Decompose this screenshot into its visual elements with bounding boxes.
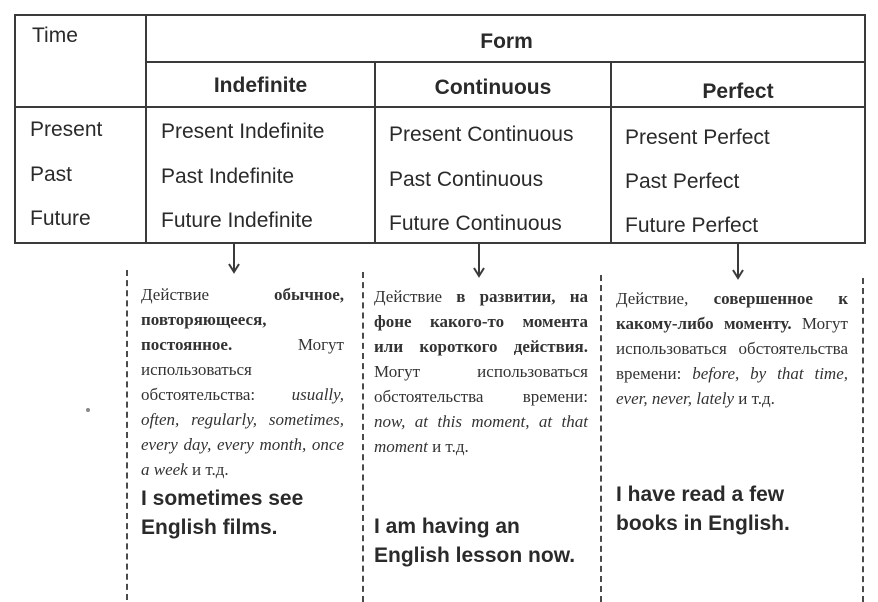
note-text: Действие, bbox=[616, 289, 714, 308]
table-border-left bbox=[14, 14, 16, 244]
note-emphasis: обычное, повторяющееся, постоянное. bbox=[141, 285, 344, 354]
table-border-top bbox=[14, 14, 866, 16]
note-text: Могут использоваться обстоятельства времени: bbox=[616, 314, 848, 383]
dashed-divider bbox=[362, 272, 364, 602]
note-emphasis: совершенное к какому-либо моменту. bbox=[616, 289, 848, 333]
time-row-present: Present bbox=[30, 118, 103, 141]
note-adverbs: before, by that time, ever, never, lately bbox=[616, 364, 849, 408]
note-text: и т.д. bbox=[734, 389, 775, 408]
dashed-divider bbox=[862, 278, 864, 602]
form-header: Form bbox=[480, 30, 533, 53]
cell-present-continuous: Present Continuous bbox=[389, 123, 574, 146]
note-text: Действие bbox=[141, 285, 210, 304]
aspect-header-indefinite: Indefinite bbox=[213, 74, 308, 97]
cell-future-indefinite: Future Indefinite bbox=[161, 209, 313, 232]
stray-dot bbox=[86, 408, 90, 412]
note-adverbs: usually, often, regularly, sometimes, every day, every month, once a week bbox=[141, 385, 344, 479]
cell-future-perfect: Future Perfect bbox=[625, 214, 759, 237]
aspect-header-divider bbox=[14, 106, 866, 108]
cell-past-perfect: Past Perfect bbox=[625, 170, 740, 193]
cell-present-indefinite: Present Indefinite bbox=[161, 120, 325, 143]
dashed-divider bbox=[600, 275, 602, 602]
note-text: Могут использоваться обстоятельства: bbox=[141, 335, 344, 404]
cell-future-continuous: Future Continuous bbox=[389, 212, 562, 235]
arrow-down-icon bbox=[731, 244, 745, 280]
example-perfect: I have read a few books in English. bbox=[616, 483, 790, 535]
example-indefinite: I sometimes see English films. bbox=[141, 487, 304, 539]
form-header-divider bbox=[147, 61, 866, 63]
time-row-future: Future bbox=[30, 207, 91, 230]
time-row-past: Past bbox=[30, 163, 73, 186]
arrow-down-icon bbox=[472, 244, 486, 278]
note-text: и т.д. bbox=[187, 460, 229, 479]
aspect-header-continuous: Continuous bbox=[434, 76, 552, 99]
cell-past-continuous: Past Continuous bbox=[389, 168, 544, 191]
note-emphasis: в развитии, на фоне какого-то момента или короткого действия. bbox=[374, 287, 588, 356]
example-continuous: I am having an English lesson now. bbox=[374, 515, 576, 567]
note-adverbs: now, at this moment, at that moment bbox=[374, 412, 588, 456]
arrow-down-icon bbox=[227, 244, 241, 274]
aspect-header-perfect: Perfect bbox=[702, 80, 774, 103]
cell-past-indefinite: Past Indefinite bbox=[161, 165, 295, 188]
time-header: Time bbox=[32, 24, 78, 47]
note-text: Могут использоваться обстоятельства времени: bbox=[374, 362, 588, 406]
cell-present-perfect: Present Perfect bbox=[625, 126, 770, 149]
note-continuous bbox=[374, 284, 588, 459]
note-text: и т.д. bbox=[427, 437, 469, 456]
note-perfect bbox=[616, 286, 848, 411]
dashed-divider bbox=[126, 270, 128, 600]
note-text: Действие bbox=[374, 287, 457, 306]
note-indefinite bbox=[141, 282, 344, 482]
